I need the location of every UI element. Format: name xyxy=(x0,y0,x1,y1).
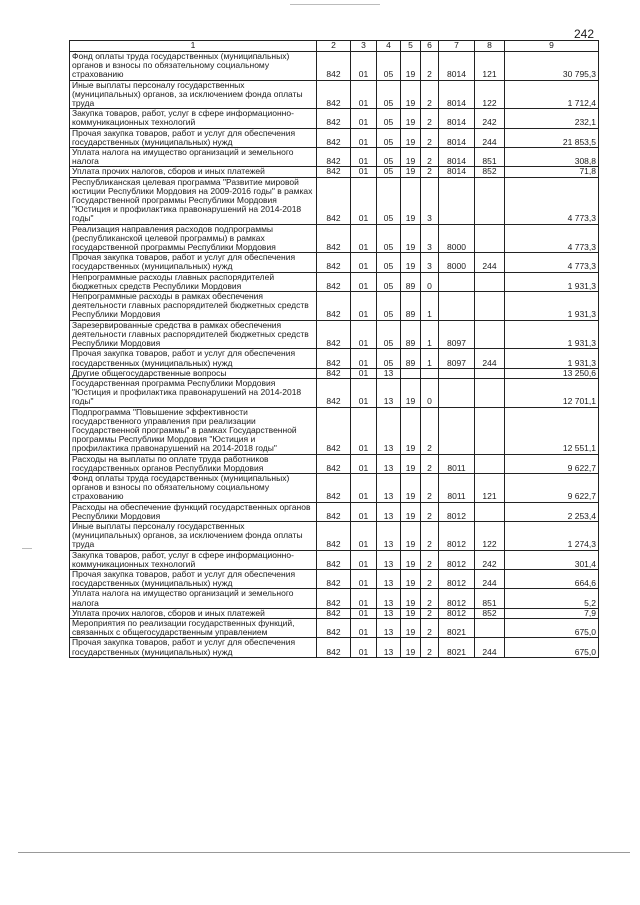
subprogram-code-cell: 2 xyxy=(421,502,439,521)
expense-name-cell: Прочая закупка товаров, работ и услуг для обеспечения государственных (муниципальных) нужд xyxy=(70,349,317,368)
expense-name-cell: Зарезервированные средства в рамках обеспечения деятельности главных распорядителей бюджетных средств Республики Мордовия xyxy=(70,320,317,349)
direction-code-cell xyxy=(439,378,475,407)
table-row xyxy=(70,272,599,291)
program-code-cell: 19 xyxy=(401,253,421,272)
section-code-cell: 01 xyxy=(351,128,377,147)
subprogram-code-cell: 2 xyxy=(421,569,439,588)
direction-code-cell: 8014 xyxy=(439,109,475,128)
table-row xyxy=(70,589,599,608)
amount-cell: 12 701,1 xyxy=(505,378,599,407)
ministry-code-cell: 842 xyxy=(317,320,351,349)
section-code-cell: 01 xyxy=(351,368,377,378)
subprogram-code-cell: 2 xyxy=(421,618,439,637)
column-header: 6 xyxy=(421,41,439,52)
expense-name-cell: Иные выплаты персоналу государственных (муниципальных) органов, за исключением фонда оплаты труда xyxy=(70,521,317,550)
direction-code-cell: 8021 xyxy=(439,638,475,657)
subsection-code-cell: 13 xyxy=(377,368,401,378)
table-row xyxy=(70,502,599,521)
amount-cell: 232,1 xyxy=(505,109,599,128)
program-code-cell: 19 xyxy=(401,52,421,81)
subsection-code-cell: 13 xyxy=(377,638,401,657)
section-code-cell: 01 xyxy=(351,638,377,657)
scan-artifact-line xyxy=(18,852,630,853)
table-row xyxy=(70,128,599,147)
table-row xyxy=(70,109,599,128)
expense-type-code-cell: 244 xyxy=(475,253,505,272)
direction-code-cell: 8012 xyxy=(439,502,475,521)
table-row xyxy=(70,320,599,349)
section-code-cell: 01 xyxy=(351,80,377,109)
expense-type-code-cell xyxy=(475,407,505,454)
subprogram-code-cell: 2 xyxy=(421,128,439,147)
amount-cell: 308,8 xyxy=(505,148,599,167)
ministry-code-cell: 842 xyxy=(317,148,351,167)
program-code-cell: 19 xyxy=(401,177,421,224)
amount-cell: 1 931,3 xyxy=(505,320,599,349)
subprogram-code-cell: 2 xyxy=(421,109,439,128)
subsection-code-cell: 05 xyxy=(377,320,401,349)
table-row xyxy=(70,52,599,81)
table-row xyxy=(70,454,599,473)
ministry-code-cell: 842 xyxy=(317,224,351,253)
table-row xyxy=(70,638,599,657)
expense-type-code-cell: 244 xyxy=(475,349,505,368)
direction-code-cell: 8014 xyxy=(439,80,475,109)
program-code-cell: 19 xyxy=(401,608,421,618)
subsection-code-cell: 13 xyxy=(377,569,401,588)
program-code-cell: 19 xyxy=(401,407,421,454)
expense-name-cell: Расходы на выплаты по оплате труда работников государственных органов Республики Мордовия xyxy=(70,454,317,473)
direction-code-cell: 8000 xyxy=(439,253,475,272)
section-code-cell: 01 xyxy=(351,272,377,291)
expense-name-cell: Подпрограмма "Повышение эффективности государственного управления при реализации Государственной программы" в рамках Государственной программы Республики Мордовия "Юстиция и профилактика правонарушений на 2014-2018 годы" xyxy=(70,407,317,454)
column-header: 2 xyxy=(317,41,351,52)
expense-type-code-cell: 122 xyxy=(475,80,505,109)
program-code-cell: 19 xyxy=(401,167,421,177)
expense-name-cell: Прочая закупка товаров, работ и услуг для обеспечения государственных (муниципальных) нужд xyxy=(70,253,317,272)
direction-code-cell xyxy=(439,272,475,291)
direction-code-cell: 8097 xyxy=(439,349,475,368)
table-body xyxy=(70,52,599,658)
program-code-cell: 89 xyxy=(401,349,421,368)
section-code-cell: 01 xyxy=(351,502,377,521)
expense-name-cell: Республиканская целевая программа "Развитие мировой юстиции Республики Мордовия на 2009-2016 годы" в рамках Государственной программы Республики Мордовия "Юстиция и профилактика правонарушений на 2014-2018 годы" xyxy=(70,177,317,224)
column-header: 4 xyxy=(377,41,401,52)
subprogram-code-cell: 1 xyxy=(421,320,439,349)
subsection-code-cell: 05 xyxy=(377,272,401,291)
amount-cell: 1 931,3 xyxy=(505,292,599,321)
subsection-code-cell: 13 xyxy=(377,521,401,550)
table-row xyxy=(70,349,599,368)
table-row xyxy=(70,253,599,272)
scan-artifact-mark xyxy=(22,548,32,549)
expense-type-code-cell xyxy=(475,272,505,291)
subsection-code-cell: 13 xyxy=(377,473,401,502)
section-code-cell: 01 xyxy=(351,521,377,550)
direction-code-cell: 8014 xyxy=(439,167,475,177)
direction-code-cell: 8097 xyxy=(439,320,475,349)
amount-cell: 1 931,3 xyxy=(505,272,599,291)
expense-name-cell: Мероприятия по реализации государственных функций, связанных с общегосударственным управлением xyxy=(70,618,317,637)
expense-name-cell: Уплата прочих налогов, сборов и иных платежей xyxy=(70,608,317,618)
direction-code-cell: 8021 xyxy=(439,618,475,637)
table-row xyxy=(70,378,599,407)
expense-name-cell: Закупка товаров, работ, услуг в сфере информационно-коммуникационных технологий xyxy=(70,109,317,128)
expense-type-code-cell: 121 xyxy=(475,52,505,81)
amount-cell: 13 250,6 xyxy=(505,368,599,378)
subsection-code-cell: 13 xyxy=(377,502,401,521)
amount-cell: 4 773,3 xyxy=(505,177,599,224)
expense-name-cell: Фонд оплаты труда государственных (муниципальных) органов и взносы по обязательному социальному страхованию xyxy=(70,52,317,81)
direction-code-cell: 8011 xyxy=(439,473,475,502)
ministry-code-cell: 842 xyxy=(317,52,351,81)
table-row xyxy=(70,80,599,109)
expense-type-code-cell: 851 xyxy=(475,589,505,608)
direction-code-cell xyxy=(439,177,475,224)
expense-type-code-cell xyxy=(475,502,505,521)
subprogram-code-cell: 2 xyxy=(421,473,439,502)
ministry-code-cell: 842 xyxy=(317,502,351,521)
expense-name-cell: Расходы на обеспечение функций государственных органов Республики Мордовия xyxy=(70,502,317,521)
program-code-cell: 89 xyxy=(401,292,421,321)
subsection-code-cell: 13 xyxy=(377,608,401,618)
amount-cell: 4 773,3 xyxy=(505,224,599,253)
direction-code-cell: 8012 xyxy=(439,550,475,569)
expense-type-code-cell xyxy=(475,224,505,253)
subprogram-code-cell: 2 xyxy=(421,638,439,657)
subprogram-code-cell: 3 xyxy=(421,177,439,224)
expense-type-code-cell xyxy=(475,320,505,349)
amount-cell: 1 712,4 xyxy=(505,80,599,109)
ministry-code-cell: 842 xyxy=(317,128,351,147)
amount-cell: 5,2 xyxy=(505,589,599,608)
ministry-code-cell: 842 xyxy=(317,550,351,569)
subsection-code-cell: 05 xyxy=(377,177,401,224)
expense-name-cell: Государственная программа Республики Мордовия "Юстиция и профилактика правонарушений на 2014-2018 годы" xyxy=(70,378,317,407)
subprogram-code-cell: 3 xyxy=(421,224,439,253)
budget-table xyxy=(69,40,599,658)
ministry-code-cell: 842 xyxy=(317,80,351,109)
amount-cell: 21 853,5 xyxy=(505,128,599,147)
subsection-code-cell: 05 xyxy=(377,349,401,368)
section-code-cell: 01 xyxy=(351,407,377,454)
expense-name-cell: Закупка товаров, работ, услуг в сфере информационно-коммуникационных технологий xyxy=(70,550,317,569)
subprogram-code-cell: 2 xyxy=(421,148,439,167)
amount-cell: 71,8 xyxy=(505,167,599,177)
table-row xyxy=(70,177,599,224)
amount-cell: 7,9 xyxy=(505,608,599,618)
program-code-cell: 19 xyxy=(401,378,421,407)
ministry-code-cell: 842 xyxy=(317,177,351,224)
section-code-cell: 01 xyxy=(351,224,377,253)
direction-code-cell: 8014 xyxy=(439,52,475,81)
amount-cell: 675,0 xyxy=(505,638,599,657)
subsection-code-cell: 13 xyxy=(377,407,401,454)
expense-type-code-cell: 121 xyxy=(475,473,505,502)
subprogram-code-cell: 2 xyxy=(421,407,439,454)
subsection-code-cell: 05 xyxy=(377,148,401,167)
expense-type-code-cell xyxy=(475,378,505,407)
subsection-code-cell: 13 xyxy=(377,454,401,473)
program-code-cell: 19 xyxy=(401,224,421,253)
table-row xyxy=(70,473,599,502)
expense-name-cell: Уплата налога на имущество организаций и земельного налога xyxy=(70,589,317,608)
ministry-code-cell: 842 xyxy=(317,292,351,321)
program-code-cell: 19 xyxy=(401,502,421,521)
column-header: 5 xyxy=(401,41,421,52)
section-code-cell: 01 xyxy=(351,292,377,321)
program-code-cell: 19 xyxy=(401,80,421,109)
program-code-cell: 89 xyxy=(401,272,421,291)
amount-cell: 4 773,3 xyxy=(505,253,599,272)
program-code-cell: 19 xyxy=(401,521,421,550)
table-header-row xyxy=(70,41,599,52)
direction-code-cell: 8012 xyxy=(439,521,475,550)
subprogram-code-cell: 2 xyxy=(421,589,439,608)
expense-type-code-cell: 244 xyxy=(475,638,505,657)
program-code-cell: 19 xyxy=(401,589,421,608)
direction-code-cell xyxy=(439,407,475,454)
ministry-code-cell: 842 xyxy=(317,618,351,637)
expense-type-code-cell: 851 xyxy=(475,148,505,167)
subsection-code-cell: 05 xyxy=(377,52,401,81)
subsection-code-cell: 05 xyxy=(377,80,401,109)
subprogram-code-cell xyxy=(421,368,439,378)
ministry-code-cell: 842 xyxy=(317,167,351,177)
column-header: 9 xyxy=(505,41,599,52)
section-code-cell: 01 xyxy=(351,589,377,608)
ministry-code-cell: 842 xyxy=(317,109,351,128)
ministry-code-cell: 842 xyxy=(317,272,351,291)
expense-type-code-cell xyxy=(475,454,505,473)
column-header: 8 xyxy=(475,41,505,52)
section-code-cell: 01 xyxy=(351,473,377,502)
expense-type-code-cell: 122 xyxy=(475,521,505,550)
ministry-code-cell: 842 xyxy=(317,253,351,272)
subprogram-code-cell: 1 xyxy=(421,292,439,321)
page-number: 242 xyxy=(574,27,595,41)
section-code-cell: 01 xyxy=(351,109,377,128)
subprogram-code-cell: 2 xyxy=(421,80,439,109)
direction-code-cell: 8000 xyxy=(439,224,475,253)
direction-code-cell xyxy=(439,368,475,378)
section-code-cell: 01 xyxy=(351,618,377,637)
direction-code-cell: 8012 xyxy=(439,569,475,588)
expense-name-cell: Прочая закупка товаров, работ и услуг для обеспечения государственных (муниципальных) нужд xyxy=(70,569,317,588)
subsection-code-cell: 13 xyxy=(377,589,401,608)
ministry-code-cell: 842 xyxy=(317,473,351,502)
table-row xyxy=(70,569,599,588)
ministry-code-cell: 842 xyxy=(317,454,351,473)
amount-cell: 675,0 xyxy=(505,618,599,637)
table-row xyxy=(70,618,599,637)
amount-cell: 9 622,7 xyxy=(505,473,599,502)
program-code-cell: 19 xyxy=(401,550,421,569)
table-row xyxy=(70,148,599,167)
expense-name-cell: Прочая закупка товаров, работ и услуг для обеспечения государственных (муниципальных) нужд xyxy=(70,128,317,147)
amount-cell: 301,4 xyxy=(505,550,599,569)
table-row xyxy=(70,292,599,321)
expense-type-code-cell: 852 xyxy=(475,167,505,177)
direction-code-cell xyxy=(439,292,475,321)
section-code-cell: 01 xyxy=(351,378,377,407)
expense-name-cell: Уплата прочих налогов, сборов и иных платежей xyxy=(70,167,317,177)
expense-name-cell: Другие общегосударственные вопросы xyxy=(70,368,317,378)
expense-name-cell: Непрограммные расходы в рамках обеспечения деятельности главных распорядителей бюджетных средств Республики Мордовия xyxy=(70,292,317,321)
table-row xyxy=(70,407,599,454)
subprogram-code-cell: 0 xyxy=(421,272,439,291)
subprogram-code-cell: 2 xyxy=(421,167,439,177)
subsection-code-cell: 13 xyxy=(377,618,401,637)
subsection-code-cell: 05 xyxy=(377,224,401,253)
section-code-cell: 01 xyxy=(351,349,377,368)
program-code-cell: 19 xyxy=(401,109,421,128)
ministry-code-cell: 842 xyxy=(317,349,351,368)
expense-name-cell: Непрограммные расходы главных распорядителей бюджетных средств Республики Мордовия xyxy=(70,272,317,291)
direction-code-cell: 8011 xyxy=(439,454,475,473)
subprogram-code-cell: 0 xyxy=(421,378,439,407)
program-code-cell: 19 xyxy=(401,454,421,473)
ministry-code-cell: 842 xyxy=(317,608,351,618)
table-row xyxy=(70,521,599,550)
section-code-cell: 01 xyxy=(351,148,377,167)
column-header: 1 xyxy=(70,41,317,52)
amount-cell: 2 253,4 xyxy=(505,502,599,521)
ministry-code-cell: 842 xyxy=(317,569,351,588)
table-row xyxy=(70,550,599,569)
expense-type-code-cell xyxy=(475,618,505,637)
program-code-cell: 89 xyxy=(401,320,421,349)
direction-code-cell: 8012 xyxy=(439,589,475,608)
ministry-code-cell: 842 xyxy=(317,368,351,378)
amount-cell: 1 931,3 xyxy=(505,349,599,368)
section-code-cell: 01 xyxy=(351,608,377,618)
amount-cell: 12 551,1 xyxy=(505,407,599,454)
subprogram-code-cell: 1 xyxy=(421,349,439,368)
column-header: 3 xyxy=(351,41,377,52)
program-code-cell: 19 xyxy=(401,148,421,167)
expense-type-code-cell: 244 xyxy=(475,569,505,588)
ministry-code-cell: 842 xyxy=(317,589,351,608)
subprogram-code-cell: 2 xyxy=(421,550,439,569)
subsection-code-cell: 13 xyxy=(377,550,401,569)
table-row xyxy=(70,608,599,618)
amount-cell: 30 795,3 xyxy=(505,52,599,81)
section-code-cell: 01 xyxy=(351,52,377,81)
expense-type-code-cell xyxy=(475,292,505,321)
program-code-cell xyxy=(401,368,421,378)
column-header: 7 xyxy=(439,41,475,52)
expense-name-cell: Реализация направления расходов подпрограммы (республиканской целевой программы) в рамках государственной программы Республики Мордовия xyxy=(70,224,317,253)
amount-cell: 1 274,3 xyxy=(505,521,599,550)
expense-name-cell: Иные выплаты персоналу государственных (муниципальных) органов, за исключением фонда оплаты труда xyxy=(70,80,317,109)
scan-artifact-line xyxy=(290,4,380,5)
expense-name-cell: Прочая закупка товаров, работ и услуг для обеспечения государственных (муниципальных) нужд xyxy=(70,638,317,657)
section-code-cell: 01 xyxy=(351,569,377,588)
expense-name-cell: Фонд оплаты труда государственных (муниципальных) органов и взносы по обязательному социальному страхованию xyxy=(70,473,317,502)
expense-name-cell: Уплата налога на имущество организаций и земельного налога xyxy=(70,148,317,167)
subprogram-code-cell: 3 xyxy=(421,253,439,272)
amount-cell: 664,6 xyxy=(505,569,599,588)
subsection-code-cell: 05 xyxy=(377,167,401,177)
section-code-cell: 01 xyxy=(351,167,377,177)
section-code-cell: 01 xyxy=(351,550,377,569)
direction-code-cell: 8014 xyxy=(439,148,475,167)
expense-type-code-cell xyxy=(475,368,505,378)
direction-code-cell: 8012 xyxy=(439,608,475,618)
direction-code-cell: 8014 xyxy=(439,128,475,147)
subprogram-code-cell: 2 xyxy=(421,52,439,81)
program-code-cell: 19 xyxy=(401,569,421,588)
ministry-code-cell: 842 xyxy=(317,521,351,550)
program-code-cell: 19 xyxy=(401,638,421,657)
subprogram-code-cell: 2 xyxy=(421,521,439,550)
section-code-cell: 01 xyxy=(351,253,377,272)
expense-type-code-cell: 244 xyxy=(475,128,505,147)
program-code-cell: 19 xyxy=(401,618,421,637)
table-row xyxy=(70,167,599,177)
table-row xyxy=(70,224,599,253)
expense-type-code-cell xyxy=(475,177,505,224)
subprogram-code-cell: 2 xyxy=(421,608,439,618)
program-code-cell: 19 xyxy=(401,473,421,502)
subsection-code-cell: 05 xyxy=(377,128,401,147)
section-code-cell: 01 xyxy=(351,320,377,349)
ministry-code-cell: 842 xyxy=(317,638,351,657)
program-code-cell: 19 xyxy=(401,128,421,147)
expense-type-code-cell: 242 xyxy=(475,550,505,569)
section-code-cell: 01 xyxy=(351,177,377,224)
subsection-code-cell: 05 xyxy=(377,109,401,128)
subsection-code-cell: 13 xyxy=(377,378,401,407)
table-row xyxy=(70,368,599,378)
amount-cell: 9 622,7 xyxy=(505,454,599,473)
subsection-code-cell: 05 xyxy=(377,292,401,321)
expense-type-code-cell: 242 xyxy=(475,109,505,128)
ministry-code-cell: 842 xyxy=(317,378,351,407)
subsection-code-cell: 05 xyxy=(377,253,401,272)
section-code-cell: 01 xyxy=(351,454,377,473)
expense-type-code-cell: 852 xyxy=(475,608,505,618)
ministry-code-cell: 842 xyxy=(317,407,351,454)
subprogram-code-cell: 2 xyxy=(421,454,439,473)
